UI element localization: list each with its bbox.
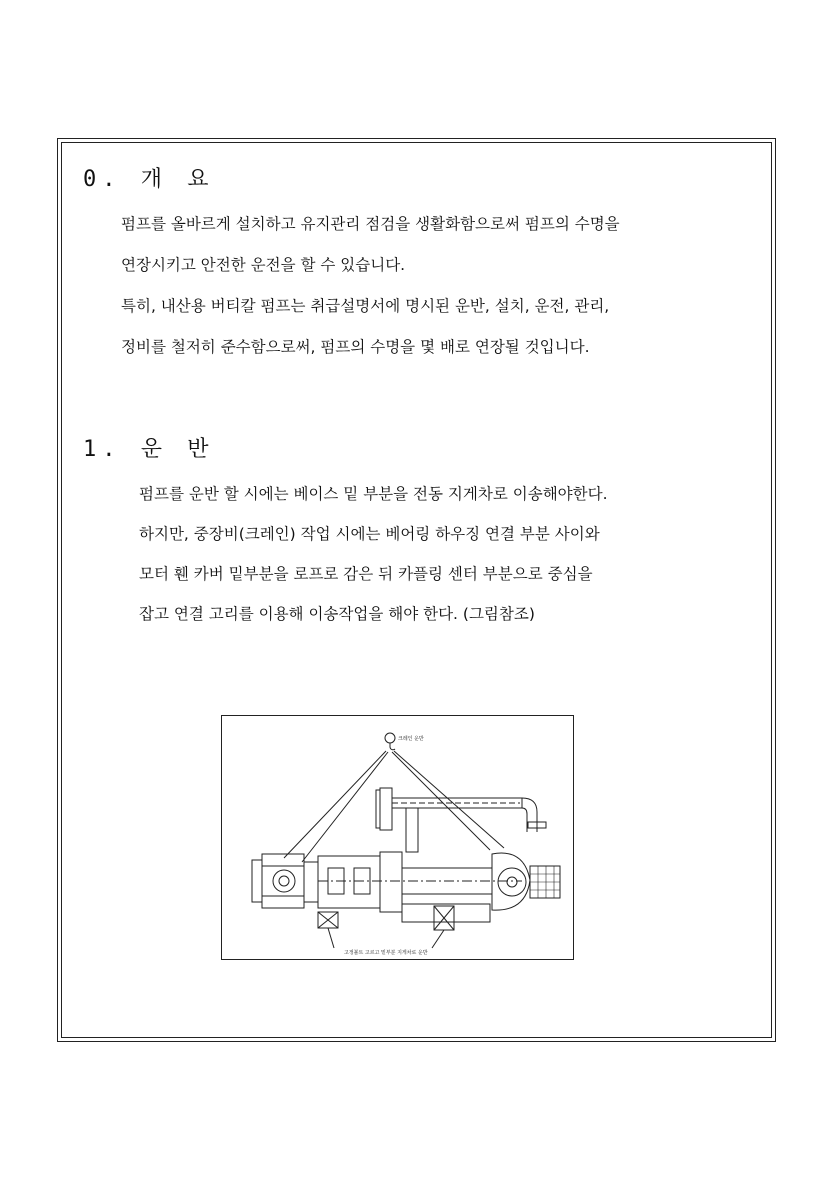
- figure-top-label: 크레인 운반: [398, 736, 424, 742]
- section-1-line-4: 잡고 연결 고리를 이용해 이송작업을 해야 한다. (그림참조): [139, 605, 535, 623]
- section-0-line-1: 펌프를 올바르게 설치하고 유지관리 점검을 생활화함으로써 펌프의 수명을: [121, 215, 620, 233]
- section-0-line-2: 연장시키고 안전한 운전을 할 수 있습니다.: [121, 256, 406, 274]
- section-0-line-3: 특히, 내산용 버티칼 펌프는 취급설명서에 명시된 운반, 설치, 운전, 관리,: [121, 297, 610, 315]
- section-1-heading: 1. 운 반: [83, 437, 215, 462]
- pump-drawing: [222, 716, 575, 961]
- section-1-line-3: 모터 휀 카버 밑부분을 로프로 감은 뒤 카플링 센터 부분으로 중심을: [139, 565, 593, 583]
- section-1-line-1: 펌프를 운반 할 시에는 베이스 밑 부분을 전동 지게차로 이송해야한다.: [139, 485, 608, 503]
- figure-bottom-label: 고정볼트 고르고 밑부분 지게차로 운반: [344, 950, 428, 956]
- section-0-line-4: 정비를 철저히 준수함으로써, 펌프의 수명을 몇 배로 연장될 것입니다.: [121, 338, 590, 356]
- pump-lifting-figure: [221, 715, 574, 960]
- section-0-heading: 0. 개 요: [83, 167, 215, 192]
- section-1-line-2: 하지만, 중장비(크레인) 작업 시에는 베어링 하우징 연결 부분 사이와: [139, 525, 600, 543]
